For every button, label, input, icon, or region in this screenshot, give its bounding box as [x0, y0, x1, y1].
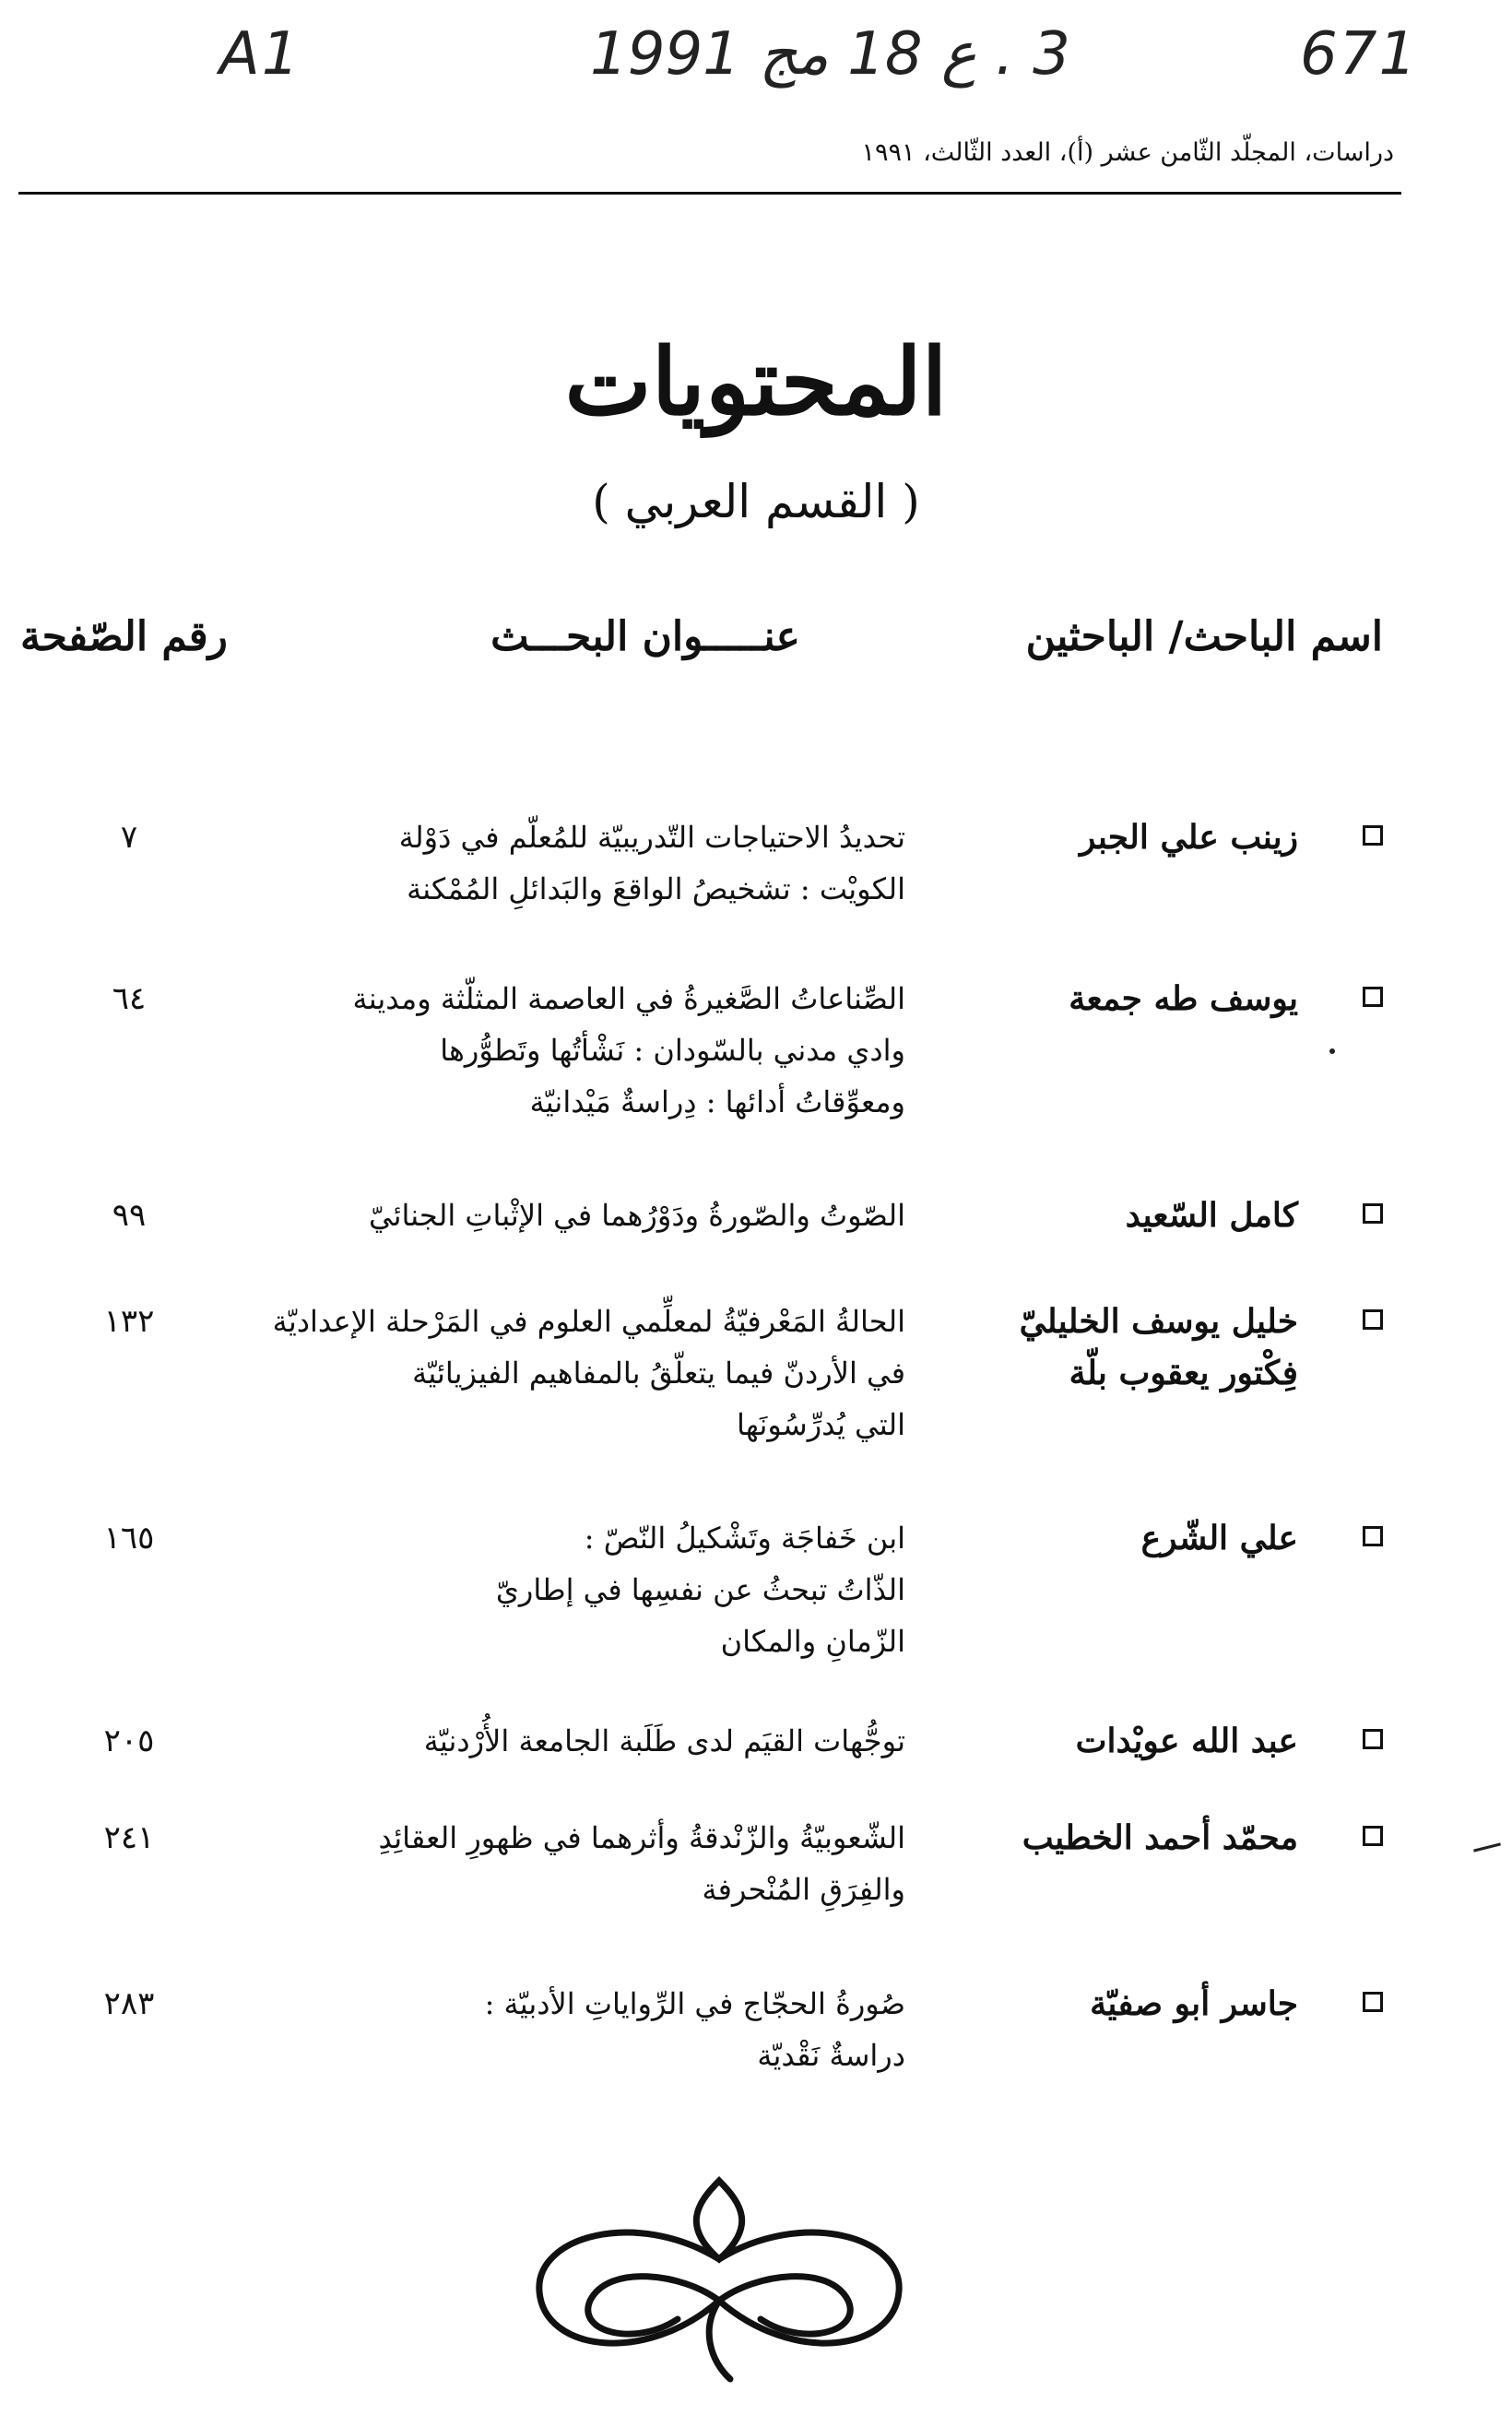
journal-header: دراسات، المجلّد الثّامن عشر (أ)، العدد الثّالث، ١٩٩١: [861, 138, 1394, 167]
title-line: توجُّهات القيَم لدى طَلَبة الجامعة الأُرْدنيّة: [423, 1723, 905, 1758]
entry-title: [343, 1715, 905, 1767]
entry-page-number: ١٣٢: [103, 1303, 155, 1340]
title-line: الصِّناعاتُ الصَّغيرةُ في العاصمة المثلّثة ومدينة: [352, 981, 905, 1016]
bullet-square-icon: [1363, 1992, 1383, 2012]
title-line: الكويْت : تشخيصُ الواقعَ والبَدائلِ المُمْكنة: [407, 871, 905, 906]
entry-author: [1080, 811, 1298, 863]
title-line: التي يُدرِّسُونَها: [736, 1407, 905, 1442]
bullet-square-icon: [1363, 987, 1383, 1007]
title-line: صُورةُ الحجّاج في الرِّواياتِ الأدبيّة :: [484, 1986, 905, 2021]
entry-author: [1020, 1296, 1298, 1399]
entry-title: [343, 973, 905, 1128]
author-line: علي الشّرع: [1140, 1519, 1298, 1557]
entry-page-number: ٦٤: [112, 980, 147, 1017]
title-line: والفِرَقِ المُنْحرفة: [702, 1872, 905, 1907]
title-line: دراسةٌ نَقْديّة: [757, 2038, 905, 2073]
handwritten-code: A1: [219, 20, 301, 89]
bullet-square-icon: [1363, 1309, 1383, 1330]
entry-page-number: ٢٤١: [103, 1819, 155, 1856]
entry-page-number: ٧: [120, 819, 138, 856]
handwritten-reference: 3 . ع 18 مج 1991: [590, 20, 1070, 89]
title-line: تحديدُ الاحتياجات التّدريبيّة للمُعلّم في دَوْلة: [398, 820, 905, 855]
column-header-page: رقم الصّفحة: [20, 613, 228, 660]
entry-title: [343, 1512, 905, 1667]
entry-title: [343, 1978, 905, 2081]
page-title: المحتويات: [564, 327, 948, 436]
entry-author: [1141, 1512, 1298, 1564]
title-line: ابن خَفاجَة وتَشْكيلُ النّصّ :: [584, 1521, 905, 1556]
entry-author: [1022, 1812, 1298, 1864]
bullet-square-icon: [1363, 1826, 1383, 1846]
title-line: الذّاتُ تبحثُ عن نفسِها في إطاريّ: [495, 1572, 905, 1607]
title-line: الحالةُ المَعْرفيّةُ لمعلِّمي العلوم في المَرْحلة الإعداديّة: [272, 1304, 905, 1339]
entry-title: [272, 1296, 905, 1450]
entry-author: [1090, 1978, 1298, 2030]
title-line: الزّمانِ والمكان: [720, 1624, 905, 1659]
title-line: في الأردنّ فيما يتعلّقُ بالمفاهيم الفيزيائيّة: [412, 1356, 905, 1391]
author-line: محمّد أحمد الخطيب: [1022, 1818, 1298, 1857]
entry-title: [343, 811, 905, 915]
title-line: الصّوتُ والصّورةُ ودَوْرُهما في الإثْباتِ الجنائيّ: [368, 1198, 905, 1233]
title-line: الشّعوبيّةُ والزّنْدقةُ وأثرهما في ظهورِ العقائِدِ: [378, 1820, 905, 1855]
entry-page-number: ٢٨٣: [103, 1985, 155, 2022]
entry-page-number: ٩٩: [112, 1197, 147, 1234]
handwritten-number: 671: [1300, 20, 1419, 89]
entry-author: [1069, 973, 1298, 1024]
stray-dot: [1329, 1048, 1335, 1054]
entry-title: [343, 1812, 905, 1915]
entry-page-number: ٢٠٥: [103, 1723, 155, 1759]
bullet-square-icon: [1363, 825, 1383, 846]
section-subtitle: ( القسم العربي ): [592, 475, 920, 528]
ornament-flourish: [526, 2172, 913, 2393]
entry-author: [1126, 1190, 1298, 1241]
column-header-author: اسم الباحث/ الباحثين: [1025, 613, 1383, 660]
author-line: عبد الله عويْدات: [1075, 1722, 1298, 1760]
column-header-title: عنـــــوان البحـــث: [490, 613, 800, 660]
author-line: جاسر أبو صفيّة: [1090, 1984, 1298, 2023]
author-line: يوسف طه جمعة: [1069, 979, 1298, 1018]
author-line: كامل السّعيد: [1125, 1196, 1298, 1235]
title-line: وادي مدني بالسّودان : نَشْأتُها وتَطوُّرها: [440, 1033, 905, 1068]
bullet-square-icon: [1363, 1729, 1383, 1749]
author-line: زينب علي الجبر: [1079, 818, 1298, 857]
author-line: فِكْتور يعقوب بلّة: [1069, 1354, 1298, 1392]
header-divider: [18, 192, 1401, 195]
entry-page-number: ١٦٥: [103, 1520, 155, 1557]
author-line: خليل يوسف الخليليّ: [1019, 1302, 1298, 1341]
entry-author: [1076, 1715, 1298, 1767]
title-line: ومعوِّقاتُ أدائها : دِراسةٌ مَيْدانيّة: [529, 1084, 905, 1119]
margin-mark: [1473, 1842, 1501, 1852]
bullet-square-icon: [1363, 1526, 1383, 1546]
entry-title: [343, 1190, 905, 1241]
bullet-square-icon: [1363, 1203, 1383, 1224]
